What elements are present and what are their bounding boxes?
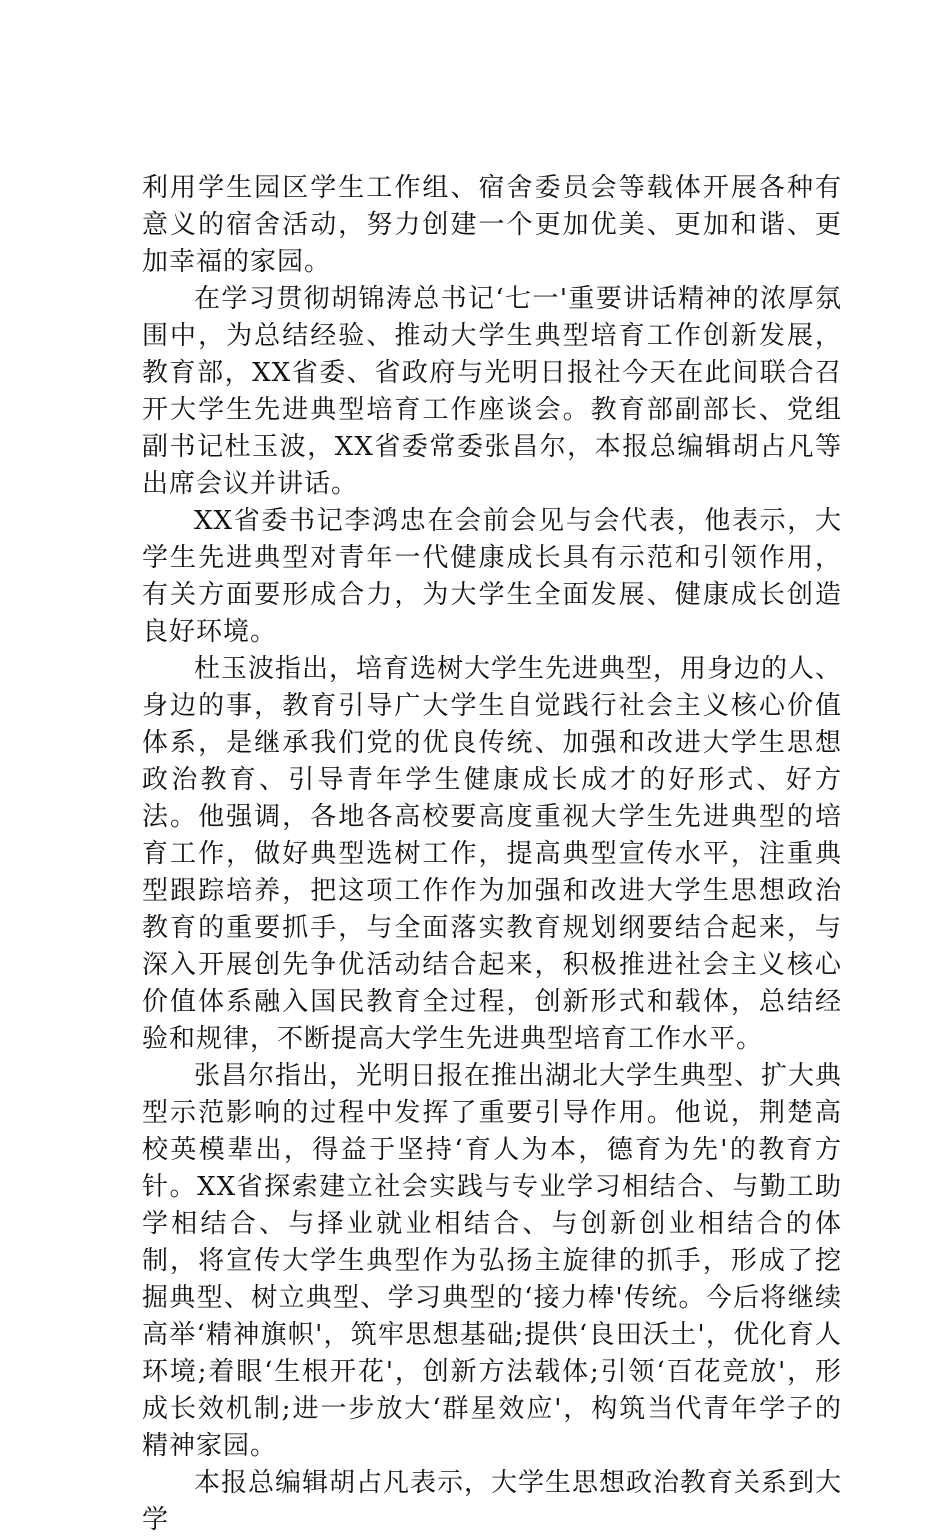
paragraph: 在学习贯彻胡锦涛总书记‘七一'重要讲话精神的浓厚氛围中，为总结经验、推动大学生典型培育工作创新发展，教育部，XX省委、省政府与光明日报社今天在此间联合召开大学生先进典型培育工作座谈会。教育部副部长、党组副书记杜玉波，XX省委常委张昌尔，本报总编辑胡占凡等出席会议并讲话。 <box>142 284 842 499</box>
document-body <box>142 170 842 1539</box>
paragraph-continuation: 利用学生园区学生工作组、宿舍委员会等载体开展各种有意义的宿舍活动，努力创建一个更加优美、更加和谐、更加幸福的家园。 <box>142 173 842 277</box>
paragraph: 本报总编辑胡占凡表示，大学生思想政治教育关系到大学 <box>142 1468 843 1535</box>
paragraph: 张昌尔指出，光明日报在推出湖北大学生典型、扩大典型示范影响的过程中发挥了重要引导作用。他说，荆楚高校英模辈出，得益于坚持‘育人为本，德育为先'的教育方针。XX省探索建立社会实践与专业学习相结合、与勤工助学相结合、与择业就业相结合、与创新创业相结合的体制，将宣传大学生典型作为弘扬主旋律的抓手，形成了挖掘典型、树立典型、学习典型的‘接力棒'传统。今后将继续高举‘精神旗帜'，筑牢思想基础;提供‘良田沃土'，优化育人环境;着眼‘生根开花'，创新方法载体;引领‘百花竞放'，形成长效机制;进一步放大‘群星效应'，构筑当代青年学子的精神家园。 <box>142 1061 843 1461</box>
paragraph: 杜玉波指出，培育选树大学生先进典型，用身边的人、身边的事，教育引导广大学生自觉践行社会主义核心价值体系，是继承我们党的优良传统、加强和改进大学生思想政治教育、引导青年学生健康成长成才的好形式、好方法。他强调，各地各高校要高度重视大学生先进典型的培育工作，做好典型选树工作，提高典型宣传水平，注重典型跟踪培养，把这项工作作为加强和改进大学生思想政治教育的重要抓手，与全面落实教育规划纲要结合起来，与深入开展创先争优活动结合起来，积极推进社会主义核心价值体系融入国民教育全过程，创新形式和载体，总结经验和规律，不断提高大学生先进典型培育工作水平。 <box>142 654 843 1054</box>
paragraph: XX省委书记李鸿忠在会前会见与会代表，他表示，大学生先进典型对青年一代健康成长具有示范和引领作用，有关方面要形成合力，为大学生全面发展、健康成长创造良好环境。 <box>142 506 842 647</box>
